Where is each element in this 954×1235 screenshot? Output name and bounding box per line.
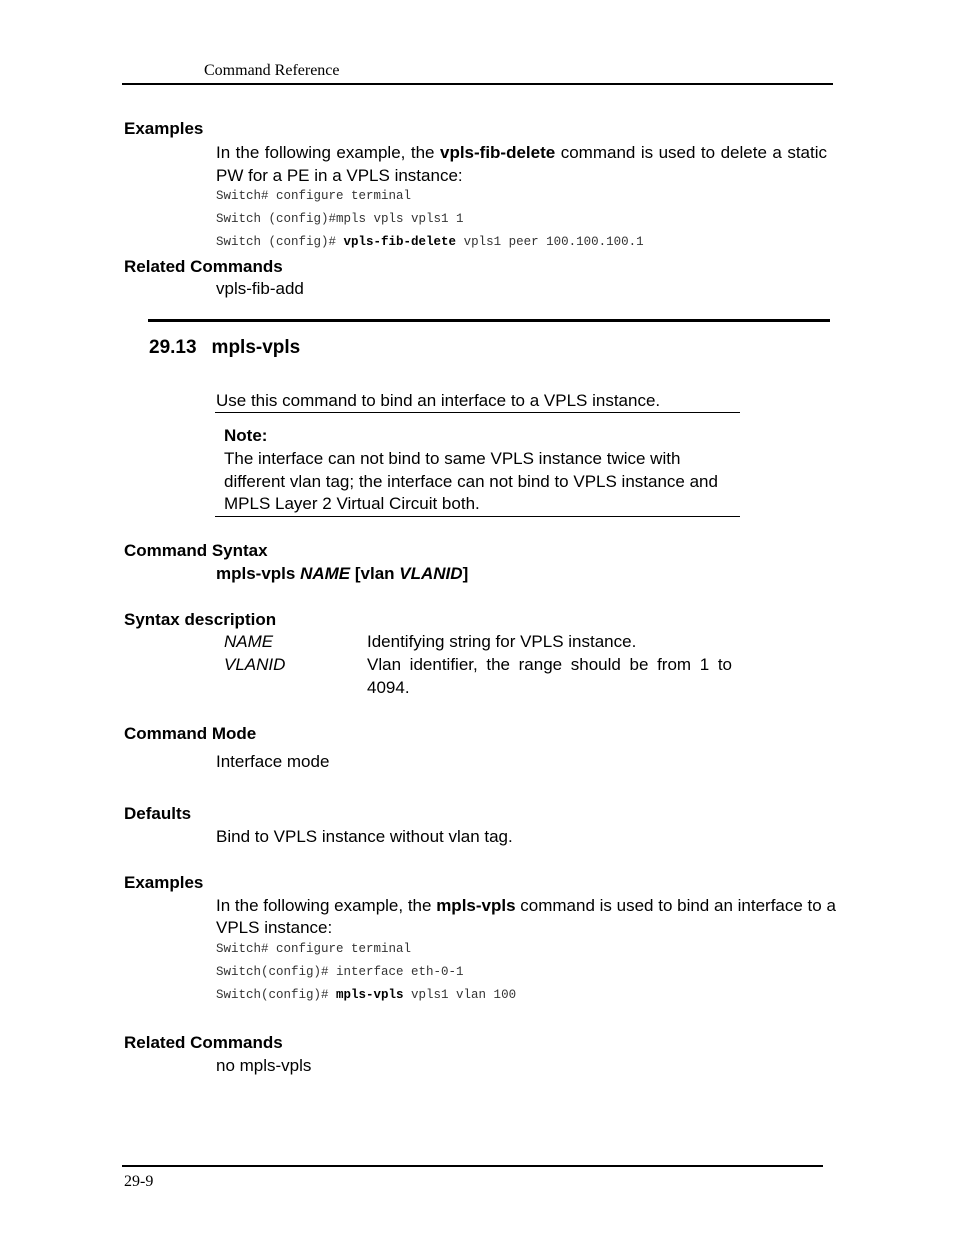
syntax-heading: Command Syntax [124,541,268,560]
code-line: Switch(config)# mpls-vpls vpls1 vlan 100 [216,988,517,1002]
note-line: different vlan tag; the interface can not bind to VPLS instance and [224,472,718,491]
section-title [149,337,300,359]
command-syntax: mpls-vpls NAME [vlan VLANID] [216,564,469,583]
mode-value: Interface mode [216,752,330,771]
page-number: 29-9 [124,1173,154,1190]
section-description: Use this command to bind an interface to a VPLS instance. [216,391,661,410]
defaults-heading: Defaults [124,804,192,823]
code-line: Switch (config)# vpls-fib-delete vpls1 peer 100.100.100.1 [216,235,644,249]
defaults-value: Bind to VPLS instance without vlan tag. [216,827,513,846]
param-description: Vlan identifier, the range should be from 1 to [367,655,732,674]
related-heading: Related Commands [124,1033,283,1052]
example-intro: In the following example, the mpls-vpls command is used to bind an interface to a VPLS instance: [216,896,836,937]
note-bottom-rule [215,516,740,517]
command-name: vpls-fib-delete [439,143,556,162]
footer-rule [122,1165,823,1167]
param-description: Identifying string for VPLS instance. [367,632,637,651]
section-rule [148,319,830,322]
mode-heading: Command Mode [124,724,257,743]
related-value: no mpls-vpls [216,1056,312,1075]
param-name: VLANID [224,655,286,674]
header-rule [122,83,833,85]
syntax-description-heading: Syntax description [124,610,277,629]
code-line: Switch# configure terminal [216,942,412,956]
code-line: Switch (config)#mpls vpls vpls1 1 [216,212,464,226]
note-line: MPLS Layer 2 Virtual Circuit both. [224,494,480,513]
note-label: Note: [224,426,268,445]
param-description: 4094. [367,678,410,697]
note-top-rule [215,412,740,413]
code-line: Switch# configure terminal [216,189,412,203]
param-name: NAME [224,632,274,651]
example-intro-top: In the following example, the vpls-fib-delete command is used to delete a static PW for a PE in a VPLS instance: [216,143,828,185]
note-line: The interface can not bind to same VPLS instance twice with [224,449,681,468]
running-header: Command Reference [204,62,340,79]
examples-heading: Examples [124,873,204,892]
command-name: mpls-vpls [436,896,516,915]
code-line: Switch(config)# interface eth-0-1 [216,965,464,979]
related-value-top: vpls-fib-add [216,279,304,298]
section-number: 29.13 [149,337,197,358]
examples-heading-top: Examples [124,119,204,138]
section-name: mpls-vpls [211,337,301,358]
related-heading-top: Related Commands [124,257,283,276]
